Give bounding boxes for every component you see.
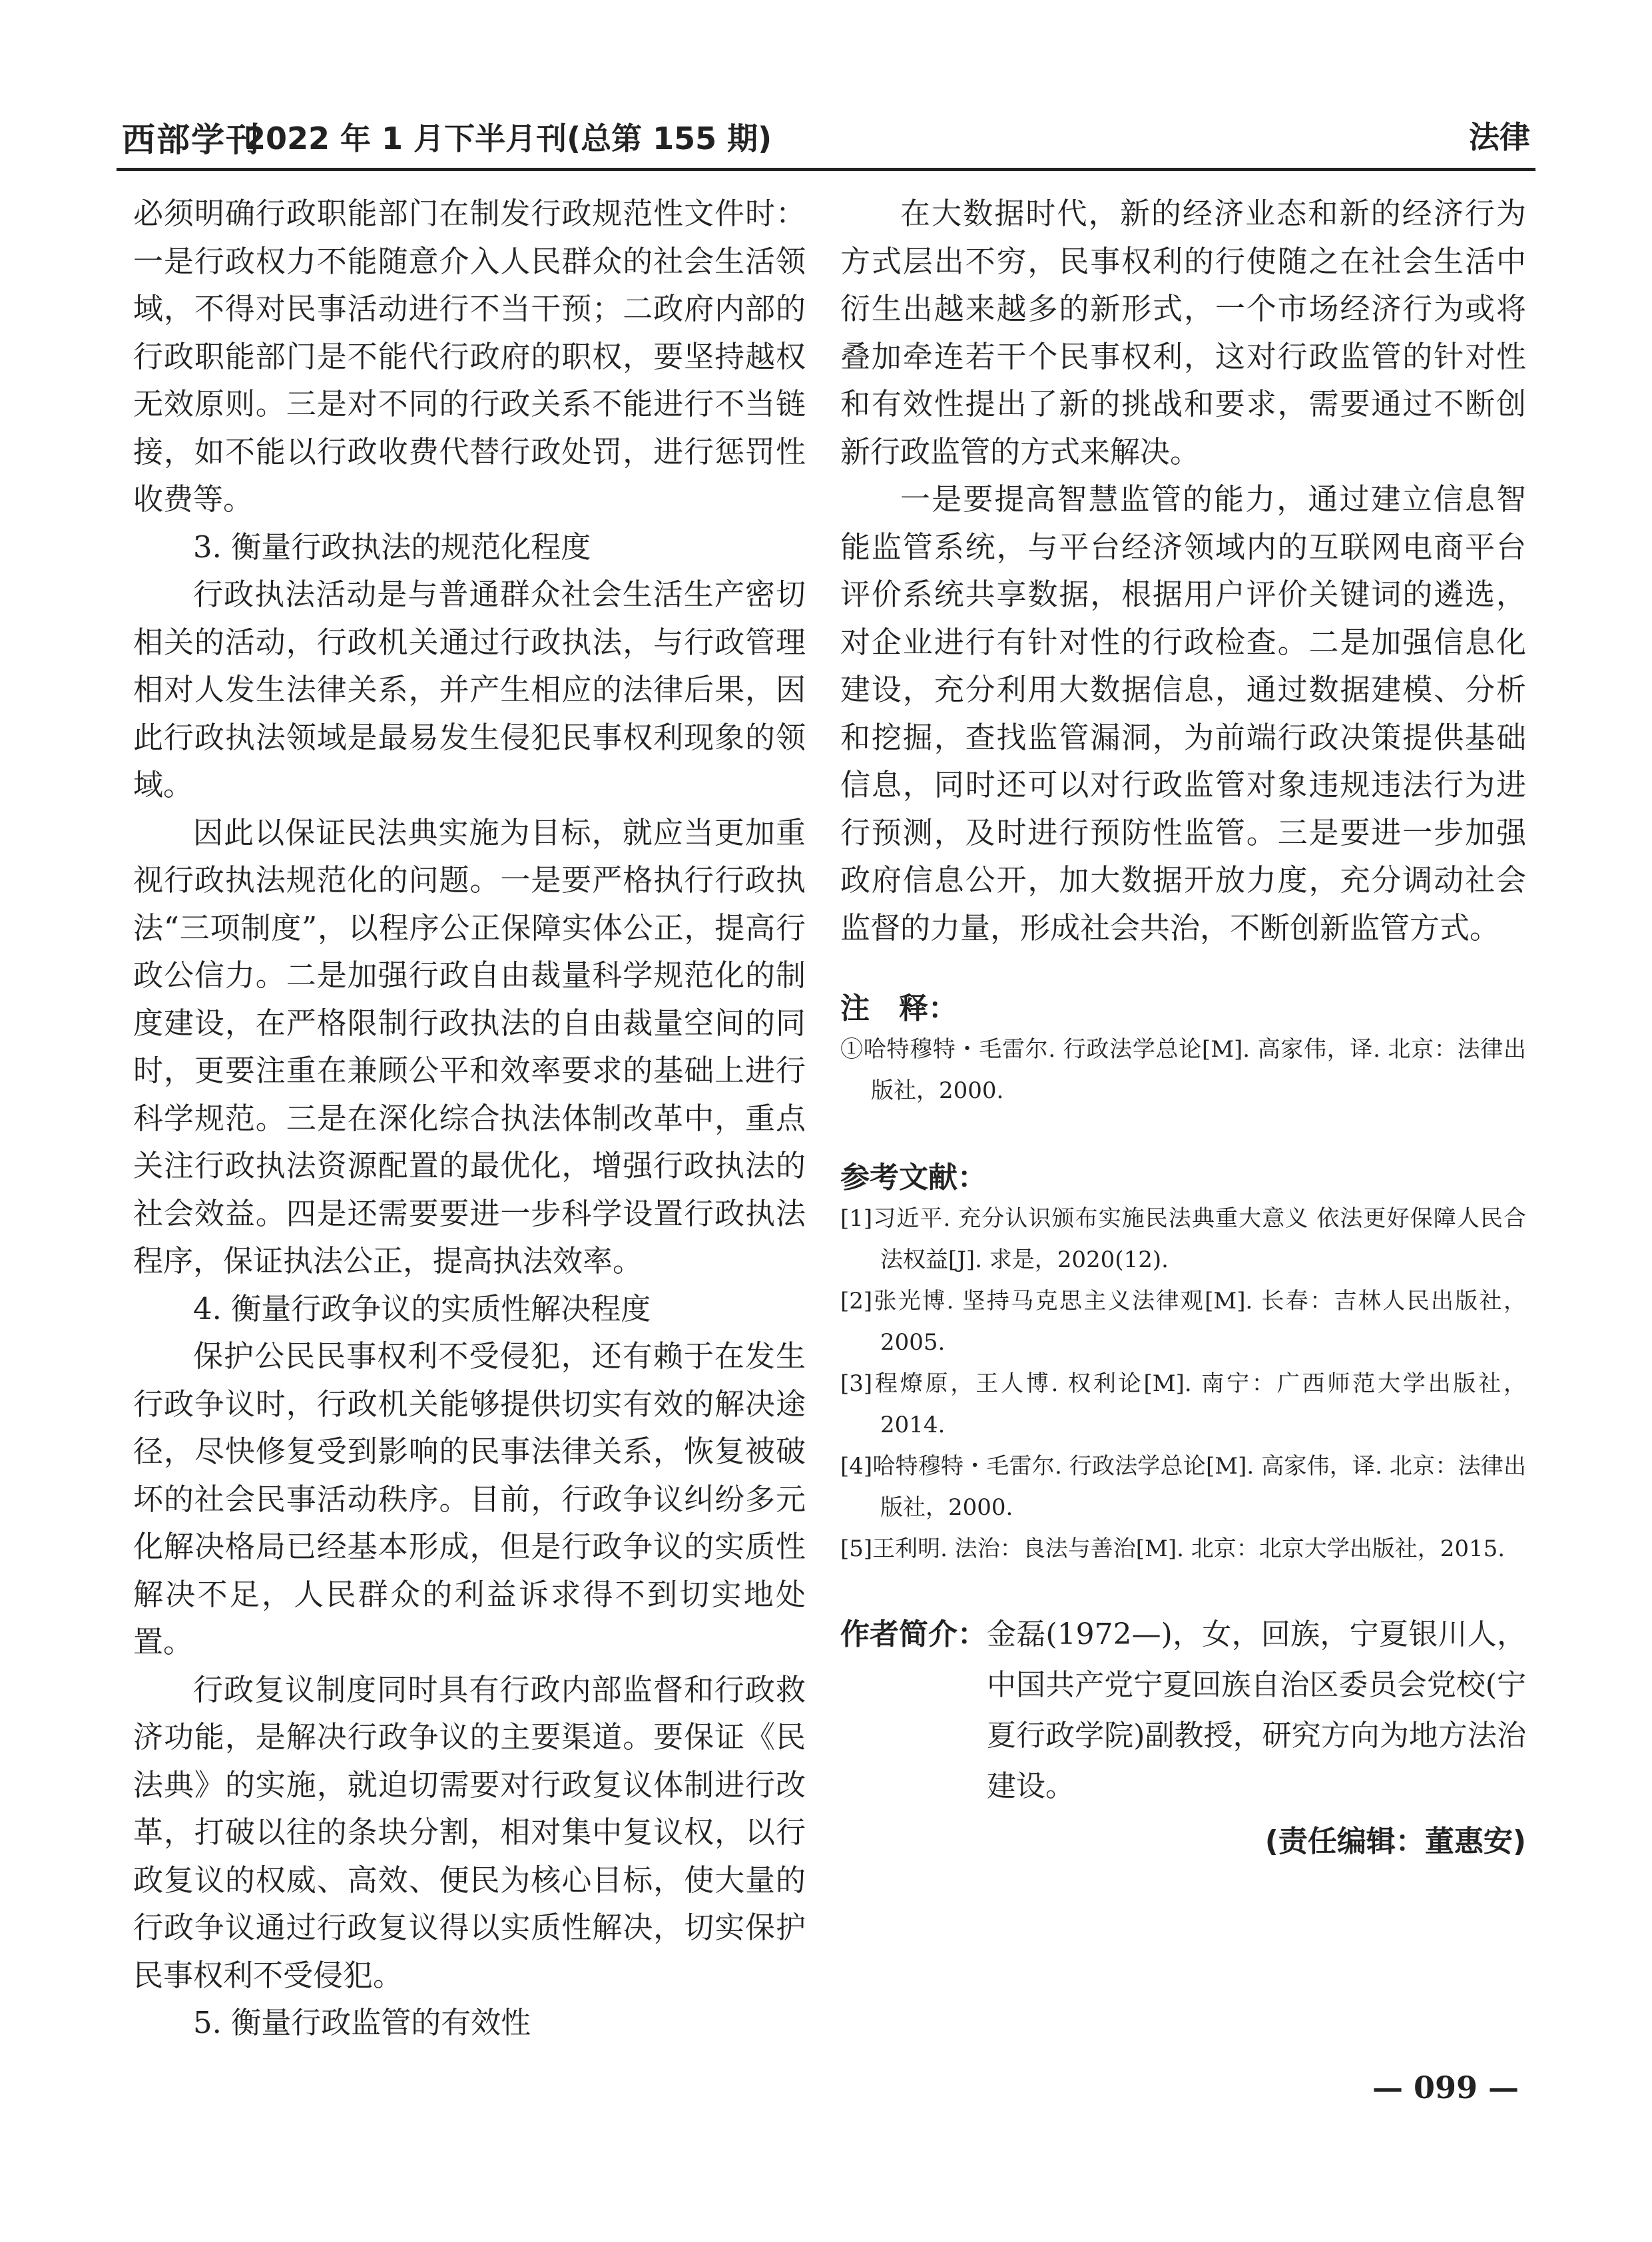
references-list <box>840 1198 1526 1569</box>
references-title: 参考文献： <box>840 1161 987 1195</box>
reference-item: [3]程燎原，王人博. 权利论[M]. 南宁：广西师范大学出版社，2014. <box>840 1370 1526 1438</box>
page-number: — 099 — <box>1372 2070 1519 2105</box>
reference-item: [5]王利明. 法治：良法与善治[M]. 北京：北京大学出版社，2015. <box>840 1536 1506 1562</box>
responsible-editor: (责任编辑：董惠安) <box>1264 1824 1526 1858</box>
journal-logo: 西部学刊 <box>122 120 260 159</box>
reference-item: [4]哈特穆特・毛雷尔. 行政法学总论[M]. 高家伟，译. 北京：法律出版社，2000. <box>840 1453 1526 1521</box>
section-heading: 4. 衡量行政争议的实质性解决程度 <box>193 1290 651 1326</box>
section-label: 法律 <box>1469 119 1530 155</box>
author-label: 作者简介： <box>840 1617 987 1651</box>
paragraph: 必须明确行政职能部门在制发行政规范性文件时：一是行政权力不能随意介入人民群众的社会生活领域，不得对民事活动进行不当干预；二政府内部的行政职能部门是不能代行政府的职权，要坚持越权无效原则。三是对不同的行政关系不能进行不当链接，如不能以行政收费代替行政处罚，进行惩罚性收费等。 <box>133 196 806 517</box>
paragraph: 在大数据时代，新的经济业态和新的经济行为方式层出不穷，民事权利的行使随之在社会生活中衍生出越来越多的新形式，一个市场经济行为或将叠加牵连若干个民事权利，这对行政监管的针对性和有效性提出了新的挑战和要求，需要通过不断创新行政监管的方式来解决。 <box>840 196 1526 469</box>
note-item: ①哈特穆特・毛雷尔. 行政法学总论[M]. 高家伟，译. 北京：法律出版社，2000. <box>840 1036 1526 1104</box>
paragraph: 行政执法活动是与普通群众社会生活生产密切相关的活动，行政机关通过行政执法，与行政管理相对人发生法律关系，并产生相应的法律后果，因此行政执法领域是最易发生侵犯民事权利现象的领域。 <box>133 577 806 802</box>
running-header <box>117 107 1535 160</box>
reference-item: [2]张光博. 坚持马克思主义法律观[M]. 长春：吉林人民出版社，2005. <box>840 1288 1526 1356</box>
author-bio <box>840 1609 1526 1812</box>
notes-list <box>840 1029 1526 1111</box>
header-rule <box>117 168 1535 171</box>
right-column <box>840 190 1526 1865</box>
author-text: 金磊(1972—)，女，回族，宁夏银川人，中国共产党宁夏回族自治区委员会党校(宁夏行政学院)副教授，研究方向为地方法治建设。 <box>987 1617 1526 1803</box>
section-heading: 5. 衡量行政监管的有效性 <box>193 2005 531 2040</box>
issue-info: 2022 年 1 月下半月刊(总第 155 期) <box>244 121 772 156</box>
paragraph: 因此以保证民法典实施为目标，就应当更加重视行政执法规范化的问题。一是要严格执行行政执法“三项制度”，以程序公正保障实体公正，提高行政公信力。二是加强行政自由裁量科学规范化的制度建设，在严格限制行政执法的自由裁量空间的同时，更要注重在兼顾公平和效率要求的基础上进行科学规范。三是在深化综合执法体制改革中，重点关注行政执法资源配置的最优化，增强行政执法的社会效益。四是还需要要进一步科学设置行政执法程序，保证执法公正，提高执法效率。 <box>133 814 806 1278</box>
paragraph: 保护公民民事权利不受侵犯，还有赖于在发生行政争议时，行政机关能够提供切实有效的解决途径，尽快修复受到影响的民事法律关系，恢复被破坏的社会民事活动秩序。目前，行政争议纠纷多元化解决格局已经基本形成，但是行政争议的实质性解决不足，人民群众的利益诉求得不到切实地处置。 <box>133 1338 806 1659</box>
paragraph: 一是要提高智慧监管的能力，通过建立信息智能监管系统，与平台经济领域内的互联网电商平台评价系统共享数据，根据用户评价关键词的遴选，对企业进行有针对性的行政检查。二是加强信息化建设，充分利用大数据信息，通过数据建模、分析和挖掘，查找监管漏洞，为前端行政决策提供基础信息，同时还可以对行政监管对象违规违法行为进行预测，及时进行预防性监管。三是要进一步加强政府信息公开，加大数据开放力度，充分调动社会监督的力量，形成社会共治，不断创新监管方式。 <box>840 481 1526 946</box>
left-column <box>133 190 806 2047</box>
notes-title: 注 释： <box>840 991 958 1025</box>
paragraph: 行政复议制度同时具有行政内部监督和行政救济功能，是解决行政争议的主要渠道。要保证《民法典》的实施，就迫切需要对行政复议体制进行改革，打破以往的条块分割，相对集中复议权，以行政复议的权威、高效、便民为核心目标，使大量的行政争议通过行政复议得以实质性解决，切实保护民事权利不受侵犯。 <box>133 1671 806 1993</box>
right-body <box>840 190 1526 952</box>
reference-item: [1]习近平. 充分认识颁布实施民法典重大意义 依法更好保障人民合法权益[J]. 求是，2020(12). <box>840 1205 1526 1273</box>
section-heading: 3. 衡量行政执法的规范化程度 <box>193 529 591 565</box>
